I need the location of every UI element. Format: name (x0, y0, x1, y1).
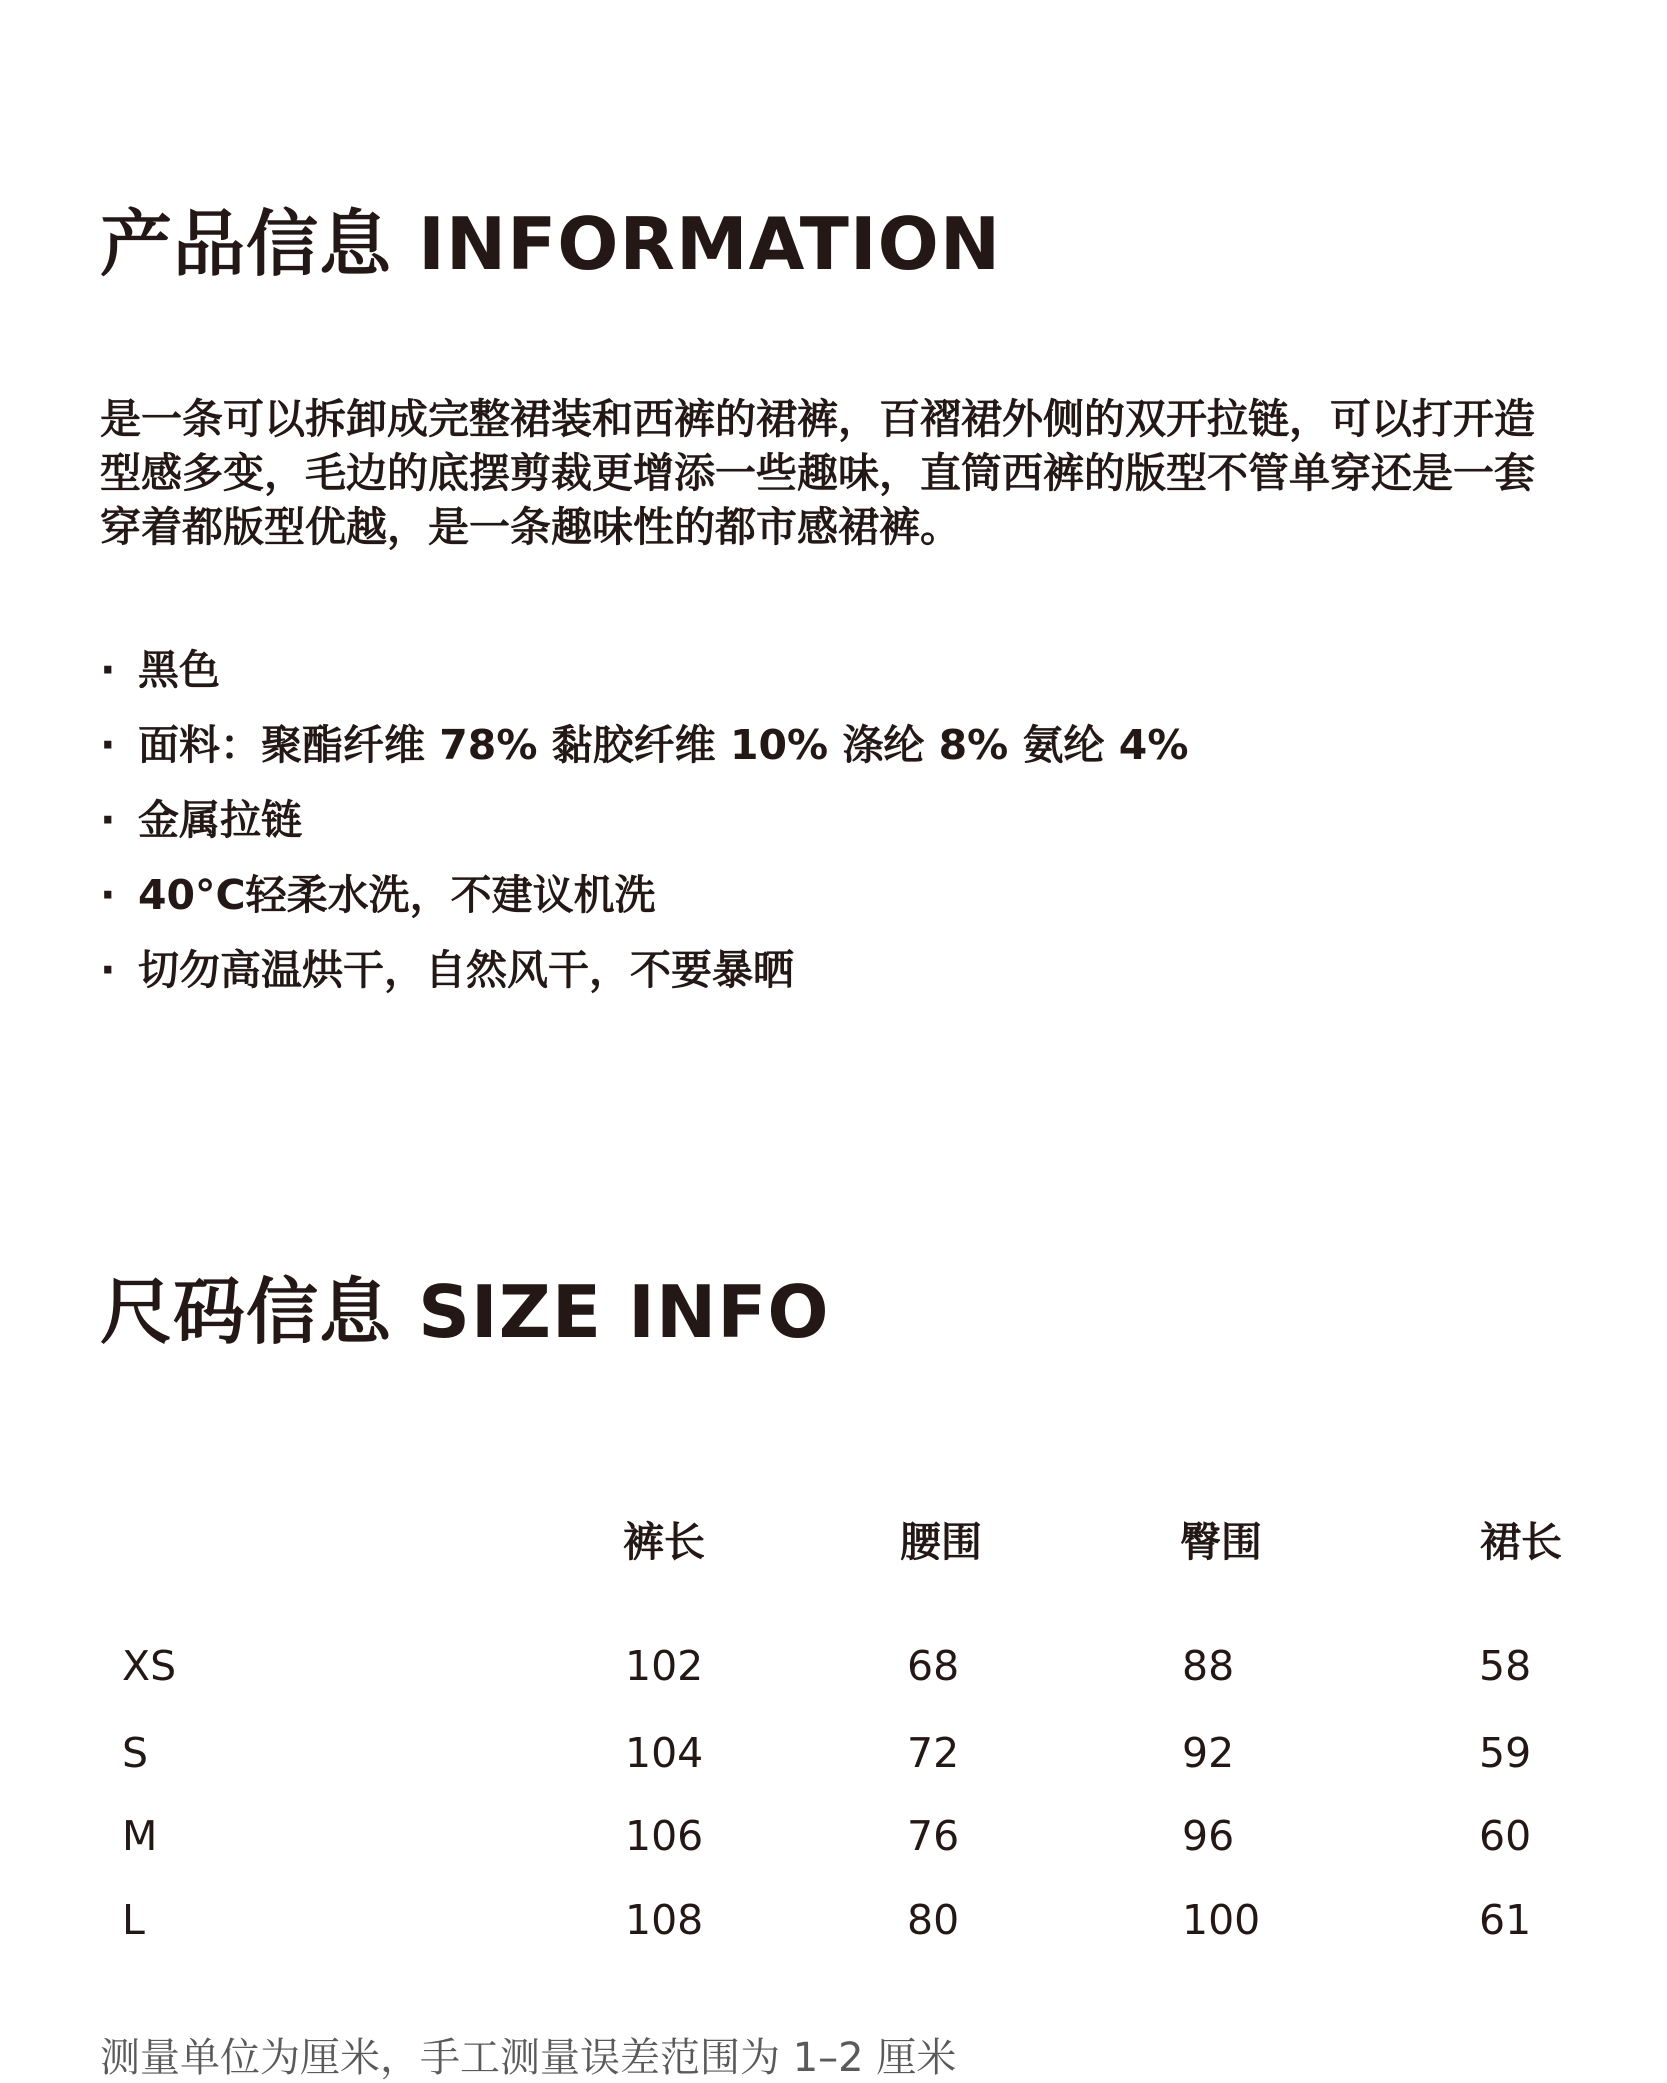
column-header-waist: 腰围 (900, 1518, 982, 1566)
bullet: · (100, 646, 116, 694)
table-cell: 60 (1479, 1812, 1532, 1860)
size-label: XS (122, 1642, 177, 1690)
bullet: · (100, 721, 116, 769)
feature-text: 切勿高温烘干，自然风干，不要暴晒 (138, 946, 794, 994)
feature-item (100, 640, 1188, 715)
size-info-title: 尺码信息 SIZE INFO (100, 1270, 830, 1354)
size-table (0, 1500, 1667, 1960)
feature-text: 40°C轻柔水洗，不建议机洗 (138, 871, 656, 919)
table-cell: 61 (1479, 1896, 1532, 1944)
bullet: · (100, 871, 116, 919)
column-header-hip: 臀围 (1180, 1518, 1262, 1566)
column-header-pants-length: 裤长 (623, 1518, 705, 1566)
table-cell: 102 (625, 1642, 704, 1690)
table-cell: 88 (1182, 1642, 1235, 1690)
table-cell: 76 (907, 1812, 960, 1860)
feature-item (100, 865, 1188, 940)
column-header-skirt-length: 裙长 (1480, 1518, 1562, 1566)
bullet: · (100, 946, 116, 994)
table-cell: 59 (1479, 1729, 1532, 1777)
table-cell: 80 (907, 1896, 960, 1944)
feature-item (100, 715, 1188, 790)
table-cell: 104 (625, 1729, 704, 1777)
table-cell: 72 (907, 1729, 960, 1777)
feature-text: 黑色 (138, 646, 220, 694)
feature-item (100, 940, 1188, 1015)
size-label: M (122, 1812, 158, 1860)
feature-text: 金属拉链 (138, 796, 302, 844)
table-cell: 100 (1182, 1896, 1261, 1944)
feature-item (100, 790, 1188, 865)
table-cell: 108 (625, 1896, 704, 1944)
feature-text: 面料：聚酯纤维 78% 黏胶纤维 10% 涤纶 8% 氨纶 4% (138, 721, 1189, 769)
measurement-note: 测量单位为厘米，手工测量误差范围为 1–2 厘米 (100, 2035, 957, 2081)
feature-list (100, 640, 1188, 1015)
table-cell: 92 (1182, 1729, 1235, 1777)
product-info-title: 产品信息 INFORMATION (100, 202, 1002, 286)
bullet: · (100, 796, 116, 844)
table-cell: 58 (1479, 1642, 1532, 1690)
table-cell: 96 (1182, 1812, 1235, 1860)
size-label: S (122, 1729, 149, 1777)
table-cell: 68 (907, 1642, 960, 1690)
table-cell: 106 (625, 1812, 704, 1860)
size-label: L (122, 1896, 145, 1944)
product-description: 是一条可以拆卸成完整裙装和西裤的裙裤，百褶裙外侧的双开拉链，可以打开造型感多变，毛边的底摆剪裁更增添一些趣味，直筒西裤的版型不管单穿还是一套穿着都版型优越，是一条趣味性的都市感裙裤。 (100, 395, 1535, 551)
